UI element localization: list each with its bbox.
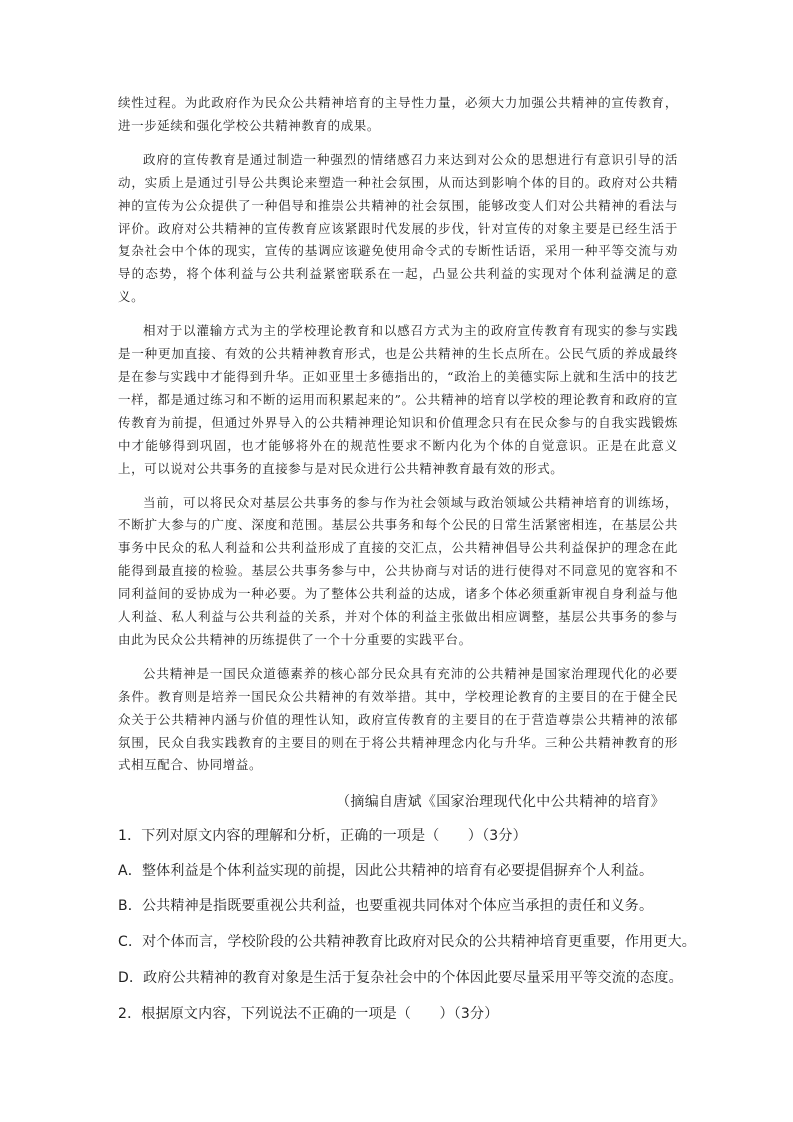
passage-paragraph-2: 政府的宣传教育是通过制造一种强烈的情绪感召力来达到对公众的思想进行有意识引导的活动，实质上是通过引导公共舆论来塑造一种社会氛围，从而达到影响个体的目的。政府对公共精神的宣传为公众提供了一种倡导和推崇公共精神的社会氛围，能够改变人们对公共精神的看法与评价。政府对公共精神的宣传教育应该紧跟时代发展的步伐，针对宣传的对象主要是已经生活于复杂社会中个体的现实，宣传的基调应该避免使用命令式的专断性话语，采用一种平等交流与劝导的态势，将个体利益与公共利益紧密联系在一起，凸显公共利益的实现对个体利益满足的意义。 — [118, 151, 678, 305]
question-1-option-d: D．政府公共精神的教育对象是生活于复杂社会中的个体因此要尽量采用平等交流的态度。 — [118, 970, 683, 986]
reading-passage — [118, 92, 678, 788]
passage-paragraph-5: 公共精神是一国民众道德素养的核心部分民众具有充沛的公共精神是国家治理现代化的必要条件。教育则是培养一国民众公共精神的有效举措。其中，学校理论教育的主要目的在于健全民众关于公共精神内涵与价值的理性认知，政府宣传教育的主要目的在于营造尊崇公共精神的浓郁氛围，民众自我实践教育的主要目的则在于将公共精神理念内化与升华。三种公共精神教育的形式相互配合、协同增益。 — [118, 665, 678, 773]
passage-paragraph-3: 相对于以灌输方式为主的学校理论教育和以感召方式为主的政府宣传教育有现实的参与实践是一种更加直接、有效的公共精神教育形式，也是公共精神的生长点所在。公民气质的养成最终是在参与实践中才能得到升华。正如亚里士多德指出的，“政治上的美德实际上就和生活中的技艺一样，都是通过练习和不断的运用而积累起来的”。公共精神的培育以学校的理论教育和政府的宣传教育为前提，但通过外界导入的公共精神理论知识和价值理念只有在民众参与的自我实践锻炼中才能够得到巩固，也才能够将外在的规范性要求不断内化为个体的自觉意识。正是在此意义上，可以说对公共事务的直接参与是对民众进行公共精神教育最有效的形式。 — [118, 323, 678, 476]
passage-paragraph-4: 当前，可以将民众对基层公共事务的参与作为社会领域与政治领域公共精神培育的训练场，不断扩大参与的广度、深度和范围。基层公共事务和每个公民的日常生活紧密相连，在基层公共事务中民众的私人利益和公共利益形成了直接的交汇点，公共精神倡导公共利益保护的理念在此能得到最直接的检验。基层公共事务参与中，公共协商与对话的进行使得对不同意见的宽容和不同利益间的妥协成为一种必要。为了整体公共利益的达成，诸多个体必须重新审视自身利益与他人利益、私人利益与公共利益的关系，并对个体的利益主张做出相应调整，基层公共事务的参与由此为民众公共精神的历练提供了一个十分重要的实践平台。 — [118, 494, 678, 647]
passage-paragraph-1: 续性过程。为此政府作为民众公共精神培育的主导性力量，必须大力加强公共精神的宣传教育，进一步延续和强化学校公共精神教育的成果。 — [118, 95, 678, 133]
question-1-option-c: C．对个体而言，学校阶段的公共精神教育比政府对民众的公共精神培育更重要，作用更大。 — [118, 934, 696, 950]
source-citation: （摘编自唐斌《国家治理现代化中公共精神的培育》 — [336, 794, 665, 810]
question-1-option-b: B．公共精神是指既要重视公共利益，也要重视共同体对个体应当承担的责任和义务。 — [118, 898, 654, 914]
question-1-stem: 1．下列对原文内容的理解和分析，正确的一项是（ ）（3分） — [118, 828, 527, 844]
question-1-option-a: A．整体利益是个体利益实现的前提，因此公共精神的培育有必要提倡摒弃个人利益。 — [118, 863, 654, 879]
question-2-stem: 2．根据原文内容，下列说法不正确的一项是（ ）（3分） — [118, 1006, 499, 1022]
